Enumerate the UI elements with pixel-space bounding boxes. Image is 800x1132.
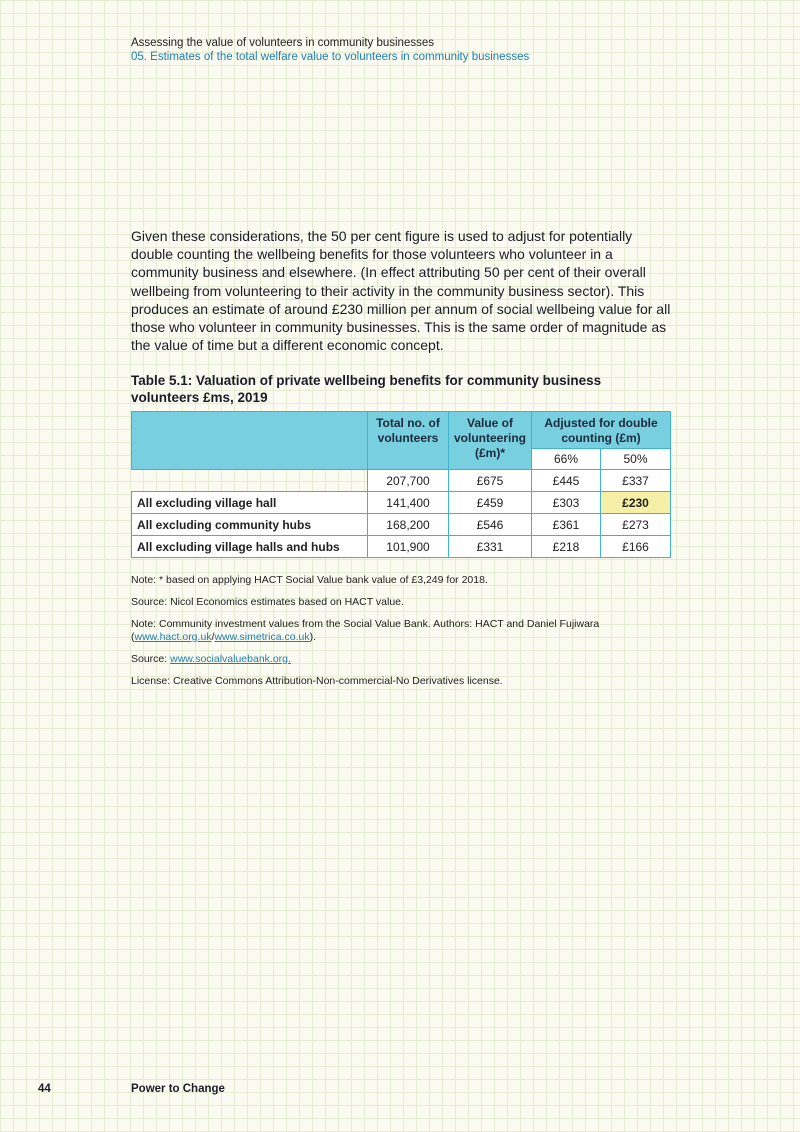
cell-value: £459 <box>449 492 532 514</box>
cell-66: £218 <box>532 536 601 558</box>
note-hact-value: Note: * based on applying HACT Social Value bank value of £3,249 for 2018. <box>131 574 488 586</box>
license-note: License: Creative Commons Attribution-Non-commercial-No Derivatives license. <box>131 675 503 687</box>
note-text: Note: Community investment values from the Social Value Bank. Authors: HACT and Daniel Fujiwara ( <box>131 618 600 643</box>
cell-value: £546 <box>449 514 532 536</box>
header-blank-cell <box>132 412 368 470</box>
body-paragraph: Given these considerations, the 50 per cent figure is used to adjust for potentially double counting the wellbeing benefits for those volunteers who volunteer in a community business and elsewhere. (In effect attributing 50 per cent of their overall wellbeing from volunteering to their activity in the community business sector). This produces an estimate of around £230 million per annum of social wellbeing value for all those who volunteer in community businesses. This is the same order of magnitude as the value of time but a different economic concept. <box>131 228 671 354</box>
cell-total: 101,900 <box>368 536 449 558</box>
table-title: Table 5.1: Valuation of private wellbeing benefits for community business volunteers £ms, 2019 <box>131 373 602 405</box>
row-label: All excluding community hubs <box>132 514 368 536</box>
link-separator: / <box>211 631 215 643</box>
source-label: Source: <box>131 653 171 665</box>
table-row <box>132 492 671 514</box>
source-social-value-bank <box>131 653 671 666</box>
table-row <box>132 514 671 536</box>
header-total-volunteers: Total no. of volunteers <box>368 412 449 470</box>
row-label: All excluding village hall <box>132 492 368 514</box>
cell-total: 207,700 <box>368 470 449 492</box>
header-pct-50: 50% <box>601 449 671 470</box>
cell-50: £166 <box>601 536 671 558</box>
valuation-table <box>131 411 671 558</box>
cell-66: £303 <box>532 492 601 514</box>
cell-50: £273 <box>601 514 671 536</box>
table-notes <box>131 574 671 697</box>
header-adjusted: Adjusted for double counting (£m) <box>532 412 671 449</box>
document-title: Assessing the value of volunteers in community businesses <box>131 37 434 49</box>
row-label: All excluding village halls and hubs <box>132 536 368 558</box>
footer-brand: Power to Change <box>131 1083 225 1095</box>
hact-link[interactable]: www.hact.org.uk <box>134 631 212 643</box>
header-value-volunteering: Value of volunteering (£m)* <box>449 412 532 470</box>
socialvaluebank-link[interactable]: www.socialvaluebank.org. <box>170 653 291 665</box>
cell-total: 141,400 <box>368 492 449 514</box>
section-title: 05. Estimates of the total welfare value to volunteers in community businesses <box>131 51 530 63</box>
cell-66: £445 <box>532 470 601 492</box>
row-label <box>132 470 368 492</box>
note-text-end: ). <box>309 631 316 643</box>
cell-value: £675 <box>449 470 532 492</box>
cell-total: 168,200 <box>368 514 449 536</box>
cell-66: £361 <box>532 514 601 536</box>
header-pct-66: 66% <box>532 449 601 470</box>
cell-50: £337 <box>601 470 671 492</box>
source-nicol: Source: Nicol Economics estimates based on HACT value. <box>131 596 404 608</box>
note-community-investment <box>131 618 671 644</box>
simetrica-link[interactable]: www.simetrica.co.uk <box>214 631 310 643</box>
table-row <box>132 536 671 558</box>
page-number: 44 <box>38 1083 51 1095</box>
highlighted-cell: £230 <box>601 492 671 514</box>
cell-value: £331 <box>449 536 532 558</box>
table-row <box>132 470 671 492</box>
running-header <box>131 36 529 64</box>
